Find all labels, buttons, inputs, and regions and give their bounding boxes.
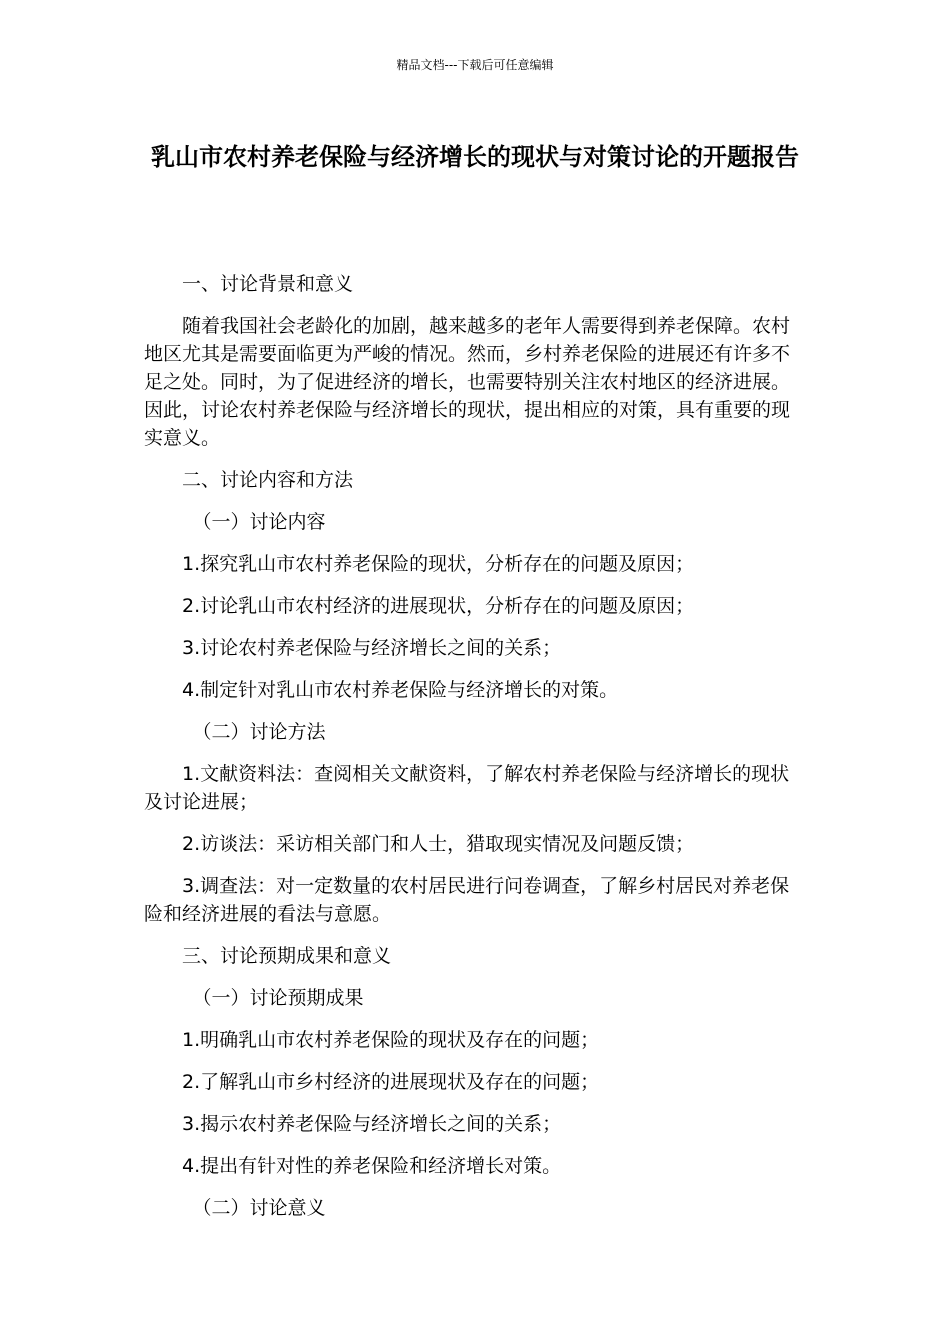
document-body: [144, 270, 804, 1236]
subsection-heading: （一）讨论内容: [192, 511, 326, 533]
list-item: 3.调查法：对一定数量的农村居民进行问卷调查，了解乡村居民对养老保险和经济进展的看法与意愿。: [144, 875, 790, 925]
subsection-heading: （二）讨论意义: [192, 1197, 326, 1219]
list-item: 4.提出有针对性的养老保险和经济增长对策。: [182, 1155, 562, 1177]
list-item: 1.文献资料法：查阅相关文献资料，了解农村养老保险与经济增长的现状及讨论进展；: [144, 763, 790, 813]
list-item: 2.访谈法：采访相关部门和人士，猎取现实情况及问题反馈；: [182, 833, 695, 855]
subsection-heading: （一）讨论预期成果: [192, 987, 364, 1009]
list-item: 2.讨论乳山市农村经济的进展现状，分析存在的问题及原因；: [182, 595, 695, 617]
subsection-heading: （二）讨论方法: [192, 721, 326, 743]
header-note: 精品文档---下载后可任意编辑: [396, 58, 554, 72]
document-title: 乳山市农村养老保险与经济增长的现状与对策讨论的开题报告: [151, 143, 799, 171]
list-item: 2.了解乳山市乡村经济的进展现状及存在的问题；: [182, 1071, 600, 1093]
list-item: 1.探究乳山市农村养老保险的现状，分析存在的问题及原因；: [182, 553, 695, 575]
list-item: 1.明确乳山市农村养老保险的现状及存在的问题；: [182, 1029, 600, 1051]
section-heading-2: 二、讨论内容和方法: [182, 469, 354, 491]
list-item: 3.讨论农村养老保险与经济增长之间的关系；: [182, 637, 562, 659]
section-heading-3: 三、讨论预期成果和意义: [182, 945, 392, 967]
section-heading-1: 一、讨论背景和意义: [182, 273, 354, 295]
background-paragraph: 随着我国社会老龄化的加剧，越来越多的老年人需要得到养老保障。农村地区尤其是需要面临更为严峻的情况。然而，乡村养老保险的进展还有许多不足之处。同时，为了促进经济的增长，也需要特别关注农村地区的经济进展。因此，讨论农村养老保险与经济增长的现状，提出相应的对策，具有重要的现实意义。: [144, 315, 791, 449]
list-item: 4.制定针对乳山市农村养老保险与经济增长的对策。: [182, 679, 619, 701]
list-item: 3.揭示农村养老保险与经济增长之间的关系；: [182, 1113, 562, 1135]
